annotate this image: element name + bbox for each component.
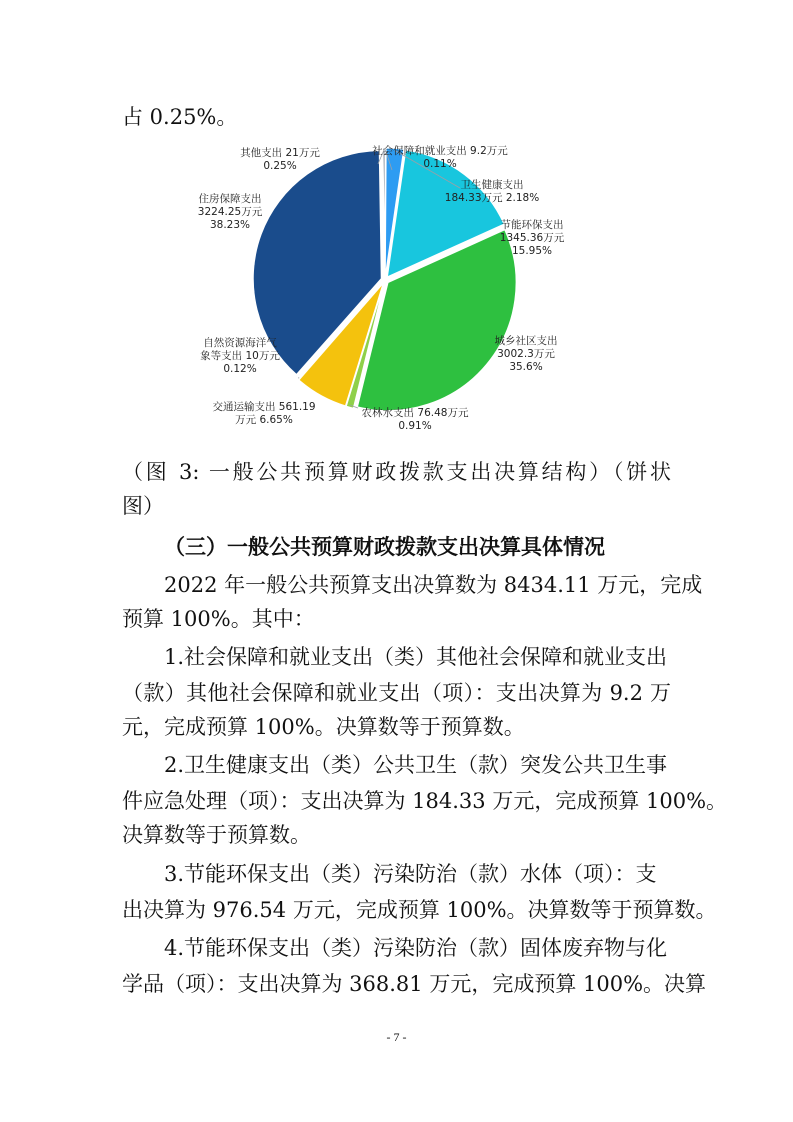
pie-chart xyxy=(180,140,620,440)
slice-label-line: 38.23% xyxy=(209,219,251,231)
slice-label xyxy=(362,406,469,432)
slice-label-line: 184.33万元 2.18% xyxy=(444,192,540,204)
slice-label-line: 15.95% xyxy=(511,245,553,257)
figure-caption-line-1: （图 3: 一般公共预算财政拨款支出决算结构）（饼状 xyxy=(122,460,671,484)
paragraph-4-line-2: 出决算为 976.54 万元，完成预算 100%。决算数等于预算数。 xyxy=(122,898,717,922)
paragraph-3-line-1: 2.卫生健康支出（类）公共卫生（款）突发公共卫生事 xyxy=(164,753,668,777)
paragraph-2-line-2: （款）其他社会保障和就业支出（项）：支出决算为 9.2 万 xyxy=(122,681,671,705)
slice-label xyxy=(212,400,315,426)
paragraph-2-line-3: 元，完成预算 100%。决算数等于预算数。 xyxy=(122,715,525,739)
slice-label-line: 农林水支出 76.48万元 xyxy=(361,407,469,419)
intro-line: 占 0.25%。 xyxy=(122,105,238,129)
slice-label-line: 卫生健康支出 xyxy=(460,179,524,191)
slice-label-line: 0.25% xyxy=(263,160,297,172)
slice-label xyxy=(240,146,320,172)
paragraph-5-line-2: 学品（项）：支出决算为 368.81 万元，完成预算 100%。决算 xyxy=(122,972,707,996)
slice-label-line: 交通运输支出 561.19 xyxy=(212,401,316,413)
paragraph-5-line-1: 4.节能环保支出（类）污染防治（款）固体废弃物与化 xyxy=(164,936,668,960)
page-number: - 7 - xyxy=(386,1030,407,1044)
figure-caption-line-2: 图） xyxy=(122,494,164,518)
slice-label-line: 3002.3万元 xyxy=(497,348,555,360)
slice-label-line: 万元 6.65% xyxy=(235,414,293,426)
section-heading: （三）一般公共预算财政拨款支出决算具体情况 xyxy=(164,535,605,559)
paragraph-1-line-1: 2022 年一般公共预算支出决算数为 8434.11 万元，完成 xyxy=(164,573,703,597)
slice-label-line: 1345.36万元 xyxy=(499,232,565,244)
slice-label-line: 其他支出 21万元 xyxy=(240,147,320,159)
slice-label-line: 35.6% xyxy=(509,361,543,373)
paragraph-2-line-1: 1.社会保障和就业支出（类）其他社会保障和就业支出 xyxy=(164,645,668,669)
slice-label-line: 住房保障支出 xyxy=(198,193,262,205)
paragraph-3-line-2: 件应急处理（项）：支出决算为 184.33 万元，完成预算 100%。 xyxy=(122,789,728,813)
slice-label-line: 3224.25万元 xyxy=(197,206,263,218)
slice-label-line: 城乡社区支出 xyxy=(494,335,558,347)
slice-label xyxy=(200,336,280,375)
slice-label-line: 象等支出 10万元 xyxy=(200,350,280,362)
pie-slice xyxy=(383,148,385,276)
slice-label xyxy=(495,334,558,373)
slice-label-line: 社会保障和就业支出 9.2万元 xyxy=(372,145,508,157)
slice-label-line: 自然资源海洋气 xyxy=(203,337,277,349)
paragraph-4-line-1: 3.节能环保支出（类）污染防治（款）水体（项）：支 xyxy=(164,862,657,886)
paragraph-3-line-3: 决算数等于预算数。 xyxy=(122,823,311,847)
slice-label-line: 0.91% xyxy=(398,420,432,432)
slice-label-line: 0.12% xyxy=(223,363,257,375)
slice-label-line: 节能环保支出 xyxy=(500,219,564,231)
slice-label xyxy=(198,192,263,231)
paragraph-1-line-2: 预算 100%。其中： xyxy=(122,607,315,631)
slice-label-line: 0.11% xyxy=(423,158,457,170)
